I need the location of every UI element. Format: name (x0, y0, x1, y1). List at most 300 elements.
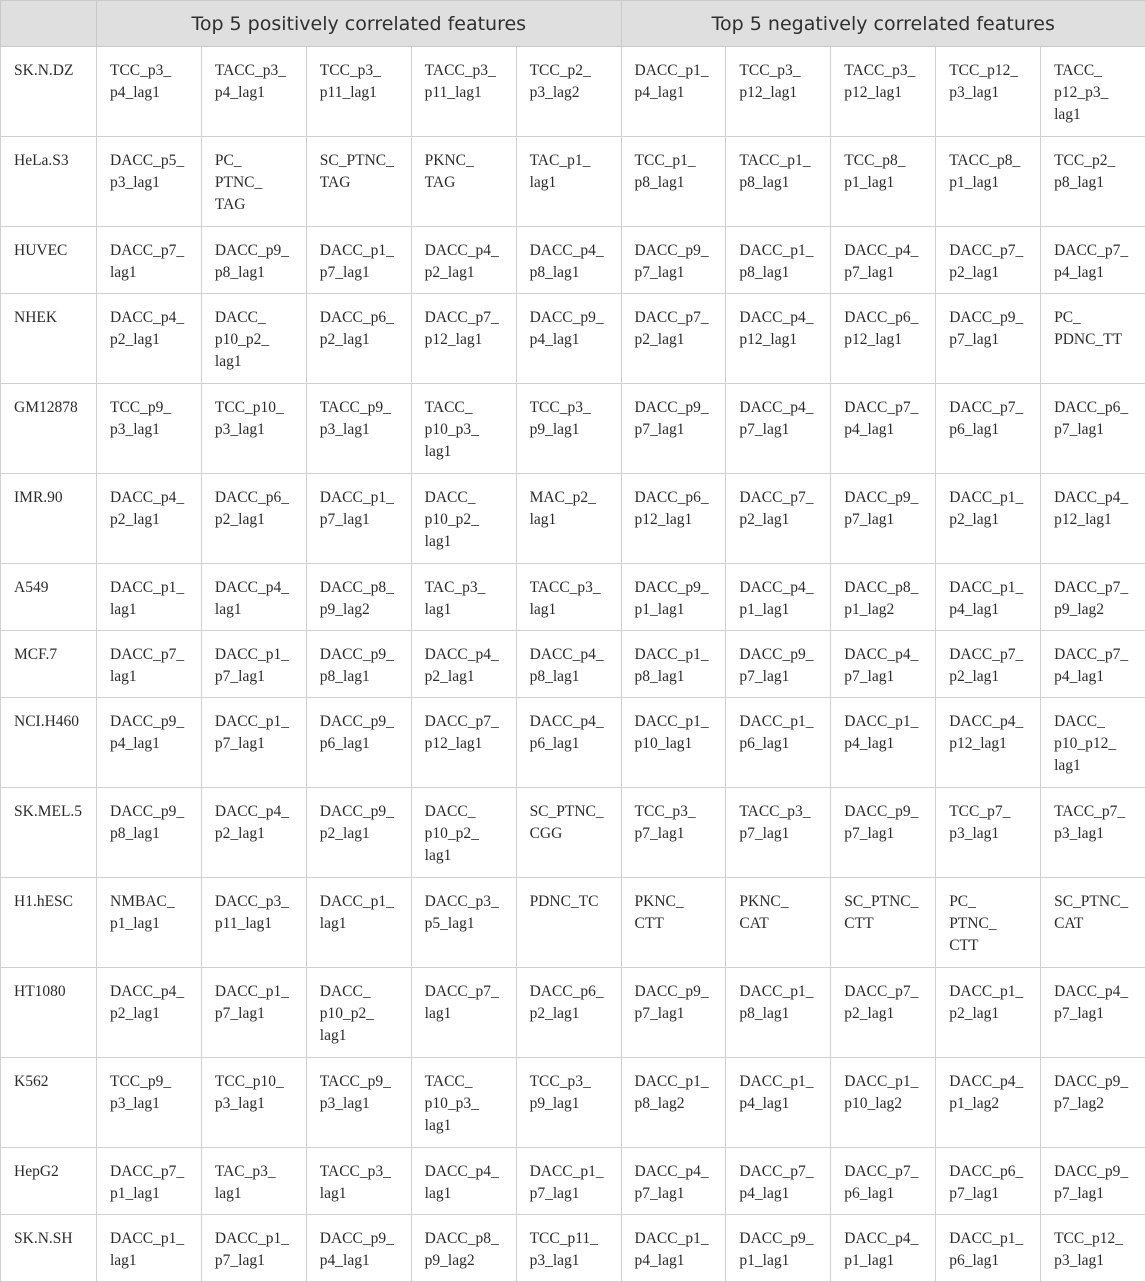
feature-text-line: p7_lag2 (1054, 1093, 1141, 1115)
feature-text-line: p12_lag1 (949, 733, 1036, 755)
negative-feature-cell (831, 1215, 936, 1282)
feature-text-line: DACC_p4_ (110, 487, 197, 509)
positive-feature-cell (97, 788, 202, 878)
feature-text-line: p9_lag2 (1054, 599, 1141, 621)
feature-text-line: lag1 (110, 1250, 197, 1272)
feature-text-line: DACC_p9_ (844, 487, 931, 509)
feature-text-line: p2_lag1 (425, 262, 512, 284)
cell-line-name: MCF.7 (1, 631, 97, 698)
negative-feature-cell (1041, 137, 1145, 227)
feature-text-line: p3_lag1 (215, 419, 302, 441)
feature-text-line: DACC_p7_ (425, 307, 512, 329)
feature-text-line: TACC_p3_ (739, 801, 826, 823)
feature-text-line: p7_lag1 (739, 823, 826, 845)
feature-text-line: p6_lag1 (320, 733, 407, 755)
negative-feature-cell (726, 47, 831, 137)
positive-feature-cell (516, 878, 621, 968)
feature-text-line: DACC_p4_ (739, 577, 826, 599)
negative-feature-cell (726, 294, 831, 384)
feature-text-line: p11_lag1 (320, 82, 407, 104)
feature-text-line: PTNC_ (949, 913, 1036, 935)
feature-text-line: DACC_p4_ (110, 307, 197, 329)
positive-feature-cell (97, 1215, 202, 1282)
positive-feature-cell (306, 631, 411, 698)
negative-feature-cell (1041, 1058, 1145, 1148)
positive-feature-cell (306, 294, 411, 384)
negative-feature-cell (726, 564, 831, 631)
feature-text-line: lag1 (110, 666, 197, 688)
positive-feature-cell (306, 1215, 411, 1282)
feature-text-line: lag1 (530, 509, 617, 531)
feature-text-line: p7_lag1 (1054, 419, 1141, 441)
cell-line-name: K562 (1, 1058, 97, 1148)
feature-text-line: DACC_p1_ (739, 1071, 826, 1093)
cell-line-name: IMR.90 (1, 474, 97, 564)
feature-text-line: p4_lag1 (739, 1093, 826, 1115)
feature-text-line: TCC_p12_ (1054, 1228, 1141, 1250)
feature-text-line: TCC_p3_ (530, 1071, 617, 1093)
feature-text-line: p2_lag1 (844, 1003, 931, 1025)
negative-feature-cell (621, 47, 726, 137)
feature-text-line: p1_lag1 (110, 1183, 197, 1205)
feature-text-line: TACC_ (1054, 60, 1141, 82)
cell-line-name: HUVEC (1, 227, 97, 294)
feature-text-line: TAG (320, 172, 407, 194)
feature-text-line: DACC_p7_ (949, 644, 1036, 666)
feature-text-line: p9_lag1 (530, 419, 617, 441)
feature-text-line: DACC_p1_ (739, 981, 826, 1003)
feature-text-line: TCC_p1_ (635, 150, 722, 172)
negative-feature-cell (726, 698, 831, 788)
feature-text-line: p3_lag1 (949, 823, 1036, 845)
positive-feature-cell (516, 564, 621, 631)
feature-text-line: p12_lag1 (739, 82, 826, 104)
table-row (1, 1215, 1145, 1282)
negative-feature-cell (936, 878, 1041, 968)
feature-text-line: p7_lag1 (1054, 1003, 1141, 1025)
feature-text-line: DACC_p1_ (215, 644, 302, 666)
feature-text-line: DACC_ (1054, 711, 1141, 733)
cell-line-name: NCI.H460 (1, 698, 97, 788)
table-row (1, 878, 1145, 968)
feature-text-line: DACC_p1_ (110, 577, 197, 599)
negative-feature-cell (936, 631, 1041, 698)
positive-feature-cell (516, 788, 621, 878)
feature-text-line: p7_lag1 (635, 419, 722, 441)
feature-text-line: p10_p2_ (425, 823, 512, 845)
feature-text-line: p7_lag1 (739, 666, 826, 688)
feature-text-line: DACC_p9_ (110, 711, 197, 733)
table-row (1, 564, 1145, 631)
feature-text-line: lag1 (425, 1003, 512, 1025)
feature-text-line: DACC_p4_ (844, 1228, 931, 1250)
feature-text-line: TCC_p3_ (110, 60, 197, 82)
feature-text-line: DACC_p9_ (739, 644, 826, 666)
table-row (1, 698, 1145, 788)
negative-feature-cell (936, 384, 1041, 474)
feature-text-line: p4_lag1 (739, 1183, 826, 1205)
negative-feature-cell (621, 564, 726, 631)
negative-feature-cell (726, 788, 831, 878)
feature-text-line: p5_lag1 (425, 913, 512, 935)
feature-text-line: DACC_p7_ (425, 711, 512, 733)
feature-text-line: DACC_p1_ (320, 891, 407, 913)
negative-feature-cell (621, 1215, 726, 1282)
feature-text-line: DACC_p1_ (635, 1228, 722, 1250)
feature-text-line: p3_lag1 (110, 172, 197, 194)
feature-text-line: SC_PTNC_ (1054, 891, 1141, 913)
feature-text-line: DACC_p9_ (635, 981, 722, 1003)
negative-feature-cell (621, 384, 726, 474)
table-row (1, 788, 1145, 878)
positive-feature-cell (306, 474, 411, 564)
feature-text-line: CTT (844, 913, 931, 935)
feature-text-line: p8_lag1 (320, 666, 407, 688)
positive-feature-cell (411, 137, 516, 227)
feature-text-line: CTT (635, 913, 722, 935)
feature-text-line: DACC_p4_ (530, 644, 617, 666)
feature-text-line: DACC_p4_ (110, 981, 197, 1003)
feature-text-line: p8_lag1 (635, 172, 722, 194)
feature-text-line: p3_lag1 (1054, 823, 1141, 845)
feature-text-line: p9_lag2 (320, 599, 407, 621)
cell-line-name: H1.hESC (1, 878, 97, 968)
negative-feature-cell (831, 227, 936, 294)
positive-feature-cell (306, 698, 411, 788)
header-blank-cell (1, 1, 97, 47)
feature-text-line: TACC_p1_ (739, 150, 826, 172)
feature-text-line: p4_lag1 (844, 419, 931, 441)
feature-text-line: DACC_p7_ (739, 487, 826, 509)
feature-text-line: p1_lag1 (739, 599, 826, 621)
feature-text-line: DACC_p3_ (425, 891, 512, 913)
positive-feature-cell (201, 631, 306, 698)
feature-text-line: p8_lag1 (1054, 172, 1141, 194)
negative-feature-cell (621, 474, 726, 564)
positive-feature-cell (516, 294, 621, 384)
feature-text-line: p4_lag1 (110, 733, 197, 755)
negative-feature-cell (831, 968, 936, 1058)
feature-text-line: lag1 (320, 1025, 407, 1047)
feature-text-line: DACC_p4_ (1054, 487, 1141, 509)
table-row (1, 137, 1145, 227)
feature-text-line: DACC_p7_ (844, 397, 931, 419)
feature-text-line: TAC_p1_ (530, 150, 617, 172)
feature-text-line: p4_lag1 (1054, 666, 1141, 688)
feature-text-line: DACC_p6_ (635, 487, 722, 509)
feature-text-line: lag1 (425, 1115, 512, 1137)
positive-feature-cell (201, 474, 306, 564)
positive-feature-cell (516, 631, 621, 698)
positive-feature-cell (516, 137, 621, 227)
feature-text-line: DACC_p1_ (215, 711, 302, 733)
feature-text-line: p12_lag1 (844, 82, 931, 104)
feature-text-line: DACC_ (215, 307, 302, 329)
feature-text-line: p12_lag1 (635, 509, 722, 531)
feature-text-line: PKNC_ (739, 891, 826, 913)
negative-feature-cell (936, 1058, 1041, 1148)
feature-text-line: TAG (425, 172, 512, 194)
positive-feature-cell (411, 631, 516, 698)
feature-text-line: p4_lag1 (635, 1250, 722, 1272)
feature-text-line: DACC_p6_ (1054, 397, 1141, 419)
feature-text-line: DACC_p6_ (530, 981, 617, 1003)
feature-text-line: DACC_p1_ (530, 1161, 617, 1183)
positive-feature-cell (306, 227, 411, 294)
feature-text-line: lag1 (110, 599, 197, 621)
feature-text-line: p10_p3_ (425, 1093, 512, 1115)
feature-text-line: DACC_p7_ (110, 240, 197, 262)
negative-feature-cell (726, 631, 831, 698)
feature-text-line: lag1 (1054, 755, 1141, 777)
positive-feature-cell (201, 698, 306, 788)
positive-feature-cell (306, 968, 411, 1058)
feature-text-line: DACC_p7_ (1054, 644, 1141, 666)
negative-feature-cell (1041, 47, 1145, 137)
feature-text-line: DACC_p1_ (635, 1071, 722, 1093)
feature-text-line: p4_lag1 (320, 1250, 407, 1272)
feature-text-line: DACC_p4_ (215, 577, 302, 599)
feature-text-line: p3_lag2 (530, 82, 617, 104)
negative-feature-cell (831, 384, 936, 474)
feature-text-line: p3_lag1 (110, 419, 197, 441)
feature-text-line: DACC_p1_ (844, 1071, 931, 1093)
feature-text-line: DACC_p1_ (215, 981, 302, 1003)
feature-text-line: p7_lag1 (844, 262, 931, 284)
feature-text-line: DACC_p9_ (635, 397, 722, 419)
feature-text-line: DACC_p7_ (844, 981, 931, 1003)
feature-text-line: DACC_p1_ (739, 711, 826, 733)
negative-feature-cell (831, 474, 936, 564)
positive-feature-cell (201, 878, 306, 968)
feature-text-line: CTT (949, 935, 1036, 957)
table-row (1, 631, 1145, 698)
feature-text-line: DACC_p1_ (110, 1228, 197, 1250)
feature-text-line: p6_lag1 (949, 419, 1036, 441)
feature-text-line: DACC_p7_ (1054, 240, 1141, 262)
feature-text-line: DACC_p6_ (215, 487, 302, 509)
negative-feature-cell (936, 968, 1041, 1058)
feature-text-line: TCC_p9_ (110, 397, 197, 419)
feature-text-line: DACC_p9_ (320, 801, 407, 823)
positive-feature-cell (97, 1058, 202, 1148)
feature-text-line: lag1 (425, 531, 512, 553)
feature-text-line: TCC_p2_ (530, 60, 617, 82)
negative-feature-cell (1041, 878, 1145, 968)
feature-text-line: DACC_p1_ (949, 981, 1036, 1003)
negative-feature-cell (936, 788, 1041, 878)
feature-text-line: p10_lag1 (635, 733, 722, 755)
negative-feature-cell (621, 137, 726, 227)
feature-text-line: p2_lag1 (110, 509, 197, 531)
feature-text-line: MAC_p2_ (530, 487, 617, 509)
feature-text-line: p8_lag1 (635, 666, 722, 688)
table-row (1, 294, 1145, 384)
feature-text-line: DACC_p1_ (320, 487, 407, 509)
positive-feature-cell (306, 564, 411, 631)
feature-text-line: DACC_p4_ (1054, 981, 1141, 1003)
feature-text-line: lag1 (530, 599, 617, 621)
feature-text-line: TACC_p8_ (949, 150, 1036, 172)
positive-feature-cell (306, 788, 411, 878)
negative-feature-cell (936, 698, 1041, 788)
negative-feature-cell (1041, 474, 1145, 564)
negative-feature-cell (936, 47, 1041, 137)
negative-feature-cell (831, 47, 936, 137)
feature-text-line: SC_PTNC_ (530, 801, 617, 823)
feature-text-line: DACC_p9_ (320, 1228, 407, 1250)
cell-line-name: HT1080 (1, 968, 97, 1058)
positive-feature-cell (411, 47, 516, 137)
positive-feature-cell (201, 1058, 306, 1148)
feature-text-line: p12_lag1 (1054, 509, 1141, 531)
feature-text-line: DACC_p7_ (739, 1161, 826, 1183)
positive-feature-cell (411, 294, 516, 384)
positive-feature-cell (201, 968, 306, 1058)
feature-text-line: lag1 (215, 351, 302, 373)
feature-text-line: DACC_p9_ (320, 711, 407, 733)
negative-feature-cell (726, 474, 831, 564)
feature-text-line: p3_lag1 (530, 1250, 617, 1272)
feature-text-line: DACC_p9_ (530, 307, 617, 329)
table-row (1, 384, 1145, 474)
feature-text-line: DACC_p7_ (949, 397, 1036, 419)
feature-text-line: PDNC_TC (530, 891, 617, 913)
feature-text-line: p10_lag2 (844, 1093, 931, 1115)
feature-text-line: lag1 (110, 262, 197, 284)
feature-text-line: DACC_p9_ (1054, 1161, 1141, 1183)
feature-text-line: p11_lag1 (425, 82, 512, 104)
feature-text-line: DACC_p7_ (110, 644, 197, 666)
feature-text-line: DACC_p1_ (320, 240, 407, 262)
table-row (1, 227, 1145, 294)
feature-text-line: p7_lag1 (635, 262, 722, 284)
feature-text-line: p4_lag1 (530, 329, 617, 351)
feature-text-line: DACC_p4_ (530, 240, 617, 262)
feature-text-line: DACC_p4_ (739, 307, 826, 329)
positive-feature-cell (516, 1058, 621, 1148)
feature-text-line: p10_p3_ (425, 419, 512, 441)
cell-line-name: GM12878 (1, 384, 97, 474)
positive-feature-cell (201, 47, 306, 137)
feature-text-line: p3_lag1 (949, 82, 1036, 104)
feature-text-line: DACC_p1_ (844, 711, 931, 733)
feature-text-line: DACC_p9_ (739, 1228, 826, 1250)
feature-text-line: p1_lag1 (739, 1250, 826, 1272)
negative-feature-cell (726, 137, 831, 227)
feature-text-line: p2_lag1 (425, 666, 512, 688)
feature-text-line: TAC_p3_ (215, 1161, 302, 1183)
feature-text-line: p4_lag1 (844, 733, 931, 755)
feature-text-line: p12_lag1 (739, 329, 826, 351)
feature-text-line: DACC_p3_ (215, 891, 302, 913)
negative-feature-cell (831, 698, 936, 788)
positive-feature-cell (97, 1148, 202, 1215)
negative-feature-cell (936, 1215, 1041, 1282)
feature-text-line: p1_lag1 (949, 172, 1036, 194)
negative-feature-cell (831, 1148, 936, 1215)
feature-text-line: DACC_p1_ (949, 577, 1036, 599)
feature-text-line: DACC_p9_ (215, 240, 302, 262)
feature-text-line: lag1 (215, 599, 302, 621)
header-negative-features: Top 5 negatively correlated features (621, 1, 1145, 47)
feature-text-line: DACC_p6_ (844, 307, 931, 329)
feature-text-line: p6_lag1 (530, 733, 617, 755)
feature-text-line: NMBAC_ (110, 891, 197, 913)
feature-text-line: p8_lag1 (739, 172, 826, 194)
positive-feature-cell (516, 968, 621, 1058)
feature-text-line: DACC_p1_ (949, 487, 1036, 509)
feature-text-line: p7_lag1 (844, 666, 931, 688)
feature-text-line: DACC_p4_ (425, 1161, 512, 1183)
feature-text-line: lag1 (320, 1183, 407, 1205)
feature-text-line: p3_lag1 (1054, 1250, 1141, 1272)
feature-text-line: DACC_p7_ (1054, 577, 1141, 599)
feature-text-line: p2_lag1 (635, 329, 722, 351)
feature-text-line: DACC_p9_ (844, 801, 931, 823)
feature-text-line: p7_lag1 (844, 509, 931, 531)
negative-feature-cell (726, 384, 831, 474)
positive-feature-cell (97, 47, 202, 137)
table-row (1, 1058, 1145, 1148)
feature-text-line: p8_lag1 (215, 262, 302, 284)
cell-line-name: SK.N.SH (1, 1215, 97, 1282)
feature-text-line: DACC_p1_ (949, 1228, 1036, 1250)
negative-feature-cell (726, 1148, 831, 1215)
positive-feature-cell (97, 698, 202, 788)
positive-feature-cell (97, 227, 202, 294)
feature-text-line: DACC_p9_ (635, 577, 722, 599)
feature-text-line: p1_lag1 (844, 172, 931, 194)
feature-text-line: TACC_ (425, 397, 512, 419)
feature-text-line: p12_lag1 (425, 733, 512, 755)
feature-text-line: TCC_p11_ (530, 1228, 617, 1250)
negative-feature-cell (831, 878, 936, 968)
feature-text-line: SC_PTNC_ (844, 891, 931, 913)
positive-feature-cell (306, 1058, 411, 1148)
positive-feature-cell (411, 1058, 516, 1148)
feature-text-line: TAG (215, 194, 302, 216)
feature-text-line: DACC_p1_ (635, 711, 722, 733)
feature-text-line: lag1 (1054, 104, 1141, 126)
cell-line-name: NHEK (1, 294, 97, 384)
negative-feature-cell (936, 137, 1041, 227)
feature-text-line: p3_lag1 (320, 419, 407, 441)
feature-text-line: p2_lag1 (949, 666, 1036, 688)
feature-text-line: p9_lag1 (530, 1093, 617, 1115)
cell-line-name: A549 (1, 564, 97, 631)
positive-feature-cell (411, 384, 516, 474)
positive-feature-cell (516, 474, 621, 564)
feature-text-line: TACC_p3_ (530, 577, 617, 599)
feature-text-line: p7_lag1 (635, 1183, 722, 1205)
feature-text-line: p4_lag1 (635, 82, 722, 104)
feature-text-line: p8_lag1 (110, 823, 197, 845)
positive-feature-cell (201, 1215, 306, 1282)
negative-feature-cell (831, 788, 936, 878)
negative-feature-cell (726, 878, 831, 968)
feature-text-line: TCC_p7_ (949, 801, 1036, 823)
feature-text-line: DACC_p9_ (635, 240, 722, 262)
feature-text-line: p10_p12_ (1054, 733, 1141, 755)
positive-feature-cell (411, 227, 516, 294)
cell-line-name: SK.MEL.5 (1, 788, 97, 878)
feature-text-line: p7_lag1 (1054, 1183, 1141, 1205)
negative-feature-cell (726, 1058, 831, 1148)
feature-text-line: p9_lag2 (425, 1250, 512, 1272)
feature-text-line: p8_lag1 (530, 666, 617, 688)
feature-text-line: p12_lag1 (844, 329, 931, 351)
